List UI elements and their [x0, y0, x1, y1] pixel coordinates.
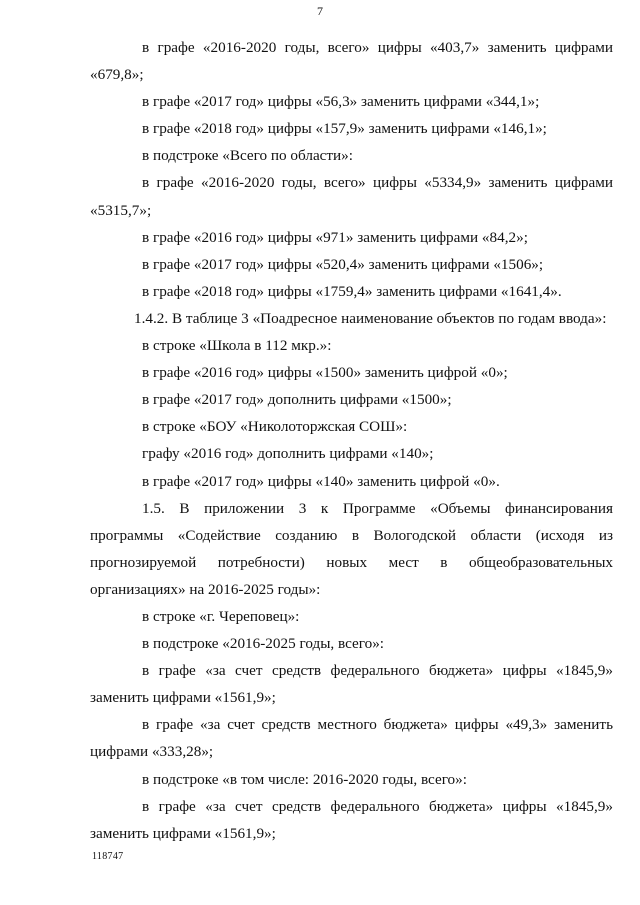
paragraph: в графе «за счет средств федерального бюджета» цифры «1845,9» заменить цифрами «1561,9»;: [90, 797, 613, 842]
paragraph: в графе «2017 год» цифры «140» заменить цифрой «0».: [142, 472, 500, 490]
paragraph: в графе «за счет средств местного бюджета» цифры «49,3» заменить цифрами «333,28»;: [90, 716, 613, 761]
paragraph: в графе «2017 год» цифры «520,4» заменить цифрами «1506»;: [142, 255, 544, 273]
paragraph: в графе «2016-2020 годы, всего» цифры «403,7» заменить цифрами «679,8»;: [90, 39, 613, 84]
paragraph: 1.4.2. В таблице 3 «Поадресное наименование объектов по годам ввода»:: [134, 309, 607, 327]
paragraph: в подстроке «2016-2025 годы, всего»:: [142, 635, 385, 653]
paragraph: в графе «за счет средств федерального бюджета» цифры «1845,9» заменить цифрами «1561,9»;: [90, 662, 613, 707]
paragraph: в строке «Школа в 112 мкр.»:: [142, 337, 332, 355]
paragraph: в строке «г. Череповец»:: [142, 607, 300, 625]
paragraph: в графе «2016-2020 годы, всего» цифры «5334,9» заменить цифрами «5315,7»;: [90, 174, 613, 219]
paragraph: в подстроке «Всего по области»:: [142, 147, 353, 165]
paragraph: 1.5. В приложении 3 к Программе «Объемы финансирования программы «Содействие созданию в Вологодской области (исходя из прогнозируемой потребности) новых мест в общеобразовательных организациях» на 2016-2025 годы»:: [90, 499, 613, 598]
paragraph: в графе «2017 год» цифры «56,3» заменить цифрами «344,1»;: [142, 93, 540, 111]
document-code: 118747: [92, 851, 124, 862]
document-body: [90, 34, 613, 847]
paragraph: в графе «2017 год» дополнить цифрами «1500»;: [142, 391, 452, 409]
paragraph: в строке «БОУ «Николоторжская СОШ»:: [142, 418, 408, 436]
page-number: 7: [317, 4, 323, 18]
paragraph: в графе «2018 год» цифры «157,9» заменить цифрами «146,1»;: [142, 120, 547, 138]
paragraph: в графе «2016 год» цифры «1500» заменить цифрой «0»;: [142, 364, 508, 382]
paragraph: в графе «2018 год» цифры «1759,4» заменить цифрами «1641,4».: [142, 282, 562, 300]
paragraph: в графе «2016 год» цифры «971» заменить цифрами «84,2»;: [142, 228, 528, 246]
paragraph: в подстроке «в том числе: 2016-2020 годы, всего»:: [142, 770, 467, 788]
paragraph: графу «2016 год» дополнить цифрами «140»;: [142, 445, 434, 463]
